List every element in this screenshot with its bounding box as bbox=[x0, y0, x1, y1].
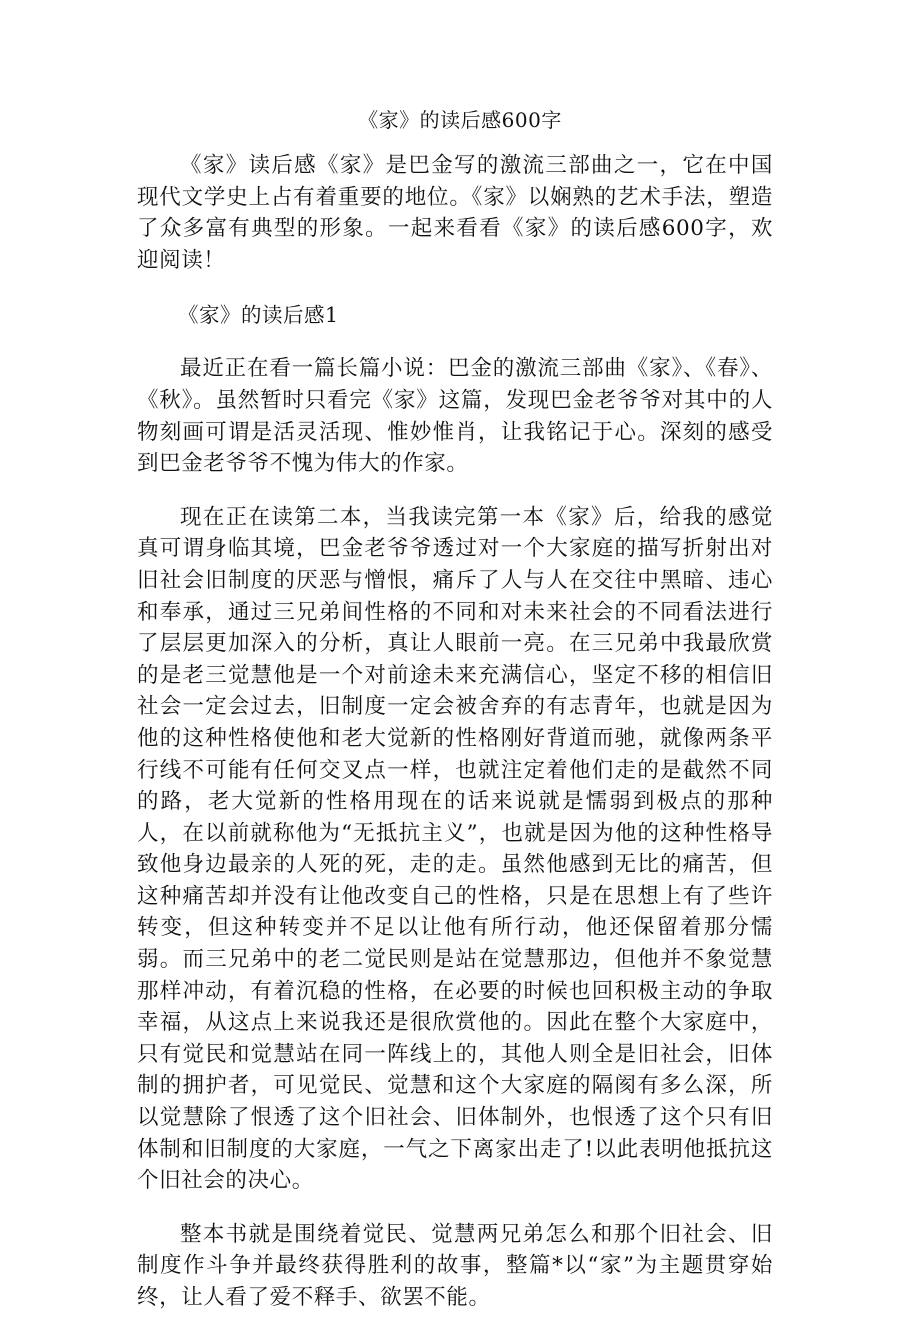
document-title: 《家》的读后感600字 bbox=[358, 108, 562, 132]
body-paragraph: 整本书就是围绕着觉民、觉慧两兄弟怎么和那个旧社会、旧制度作斗争并最终获得胜利的故事，整篇*以“家”为主题贯穿始终，让人看了爱不释手、欲罢不能。 bbox=[137, 1221, 773, 1310]
body-paragraph: 现在正在读第二本，当我读完第一本《家》后，给我的感觉真可谓身临其境，巴金老爷爷透过对一个大家庭的描写折射出对旧社会旧制度的厌恶与憎恨，痛斥了人与人在交往中黑暗、违心和奉承，通过三兄弟间性格的不同和对未来社会的不同看法进行了层层更加深入的分析，真让人眼前一亮。在三兄弟中我最欣赏的是老三觉慧他是一个对前途未来充满信心，坚定不移的相信旧社会一定会过去，旧制度一定会被舍弃的有志青年，也就是因为他的这种性格使他和老大觉新的性格刚好背道而驰，就像两条平行线不可能有任何交叉点一样，也就注定着他们走的是截然不同的路，老大觉新的性格用现在的话来说就是懦弱到极点的那种人，在以前就称他为“无抵抗主义”，也就是因为他的这种性格导致他身边最亲的人死的死，走的走。虽然他感到无比的痛苦，但这种痛苦却并没有让他改变自己的性格，只是在思想上有了些许转变，但这种转变并不足以让他有所行动，他还保留着那分懦弱。而三兄弟中的老二觉民则是站在觉慧那边，但他并不象觉慧那样冲动，有着沉稳的性格，在必要的时候也回积极主动的争取幸福，从这点上来说我还是很欣赏他的。因此在整个大家庭中，只有觉民和觉慧站在同一阵线上的，其他人则全是旧社会，旧体制的拥护者，可见觉民、觉慧和这个大家庭的隔阂有多么深，所以觉慧除了恨透了这个旧社会、旧体制外，也恨透了这个只有旧体制和旧制度的大家庭，一气之下离家出走了!以此表明他抵抗这个旧社会的决心。 bbox=[137, 504, 773, 1194]
intro-paragraph: 《家》读后感《家》是巴金写的激流三部曲之一，它在中国现代文学史上占有着重要的地位。《家》以娴熟的艺术手法，塑造了众多富有典型的形象。一起来看看《家》的读后感600字，欢迎阅读！ bbox=[137, 153, 773, 273]
body-paragraph: 最近正在看一篇长篇小说：巴金的激流三部曲《家》、《春》、《秋》。虽然暂时只看完《家》这篇，发现巴金老爷爷对其中的人物刻画可谓是活灵活现、惟妙惟肖，让我铭记于心。深刻的感受到巴金老爷爷不愧为伟大的作家。 bbox=[137, 356, 773, 477]
document-body bbox=[137, 150, 773, 1336]
section-heading: 《家》的读后感1 bbox=[178, 303, 339, 328]
